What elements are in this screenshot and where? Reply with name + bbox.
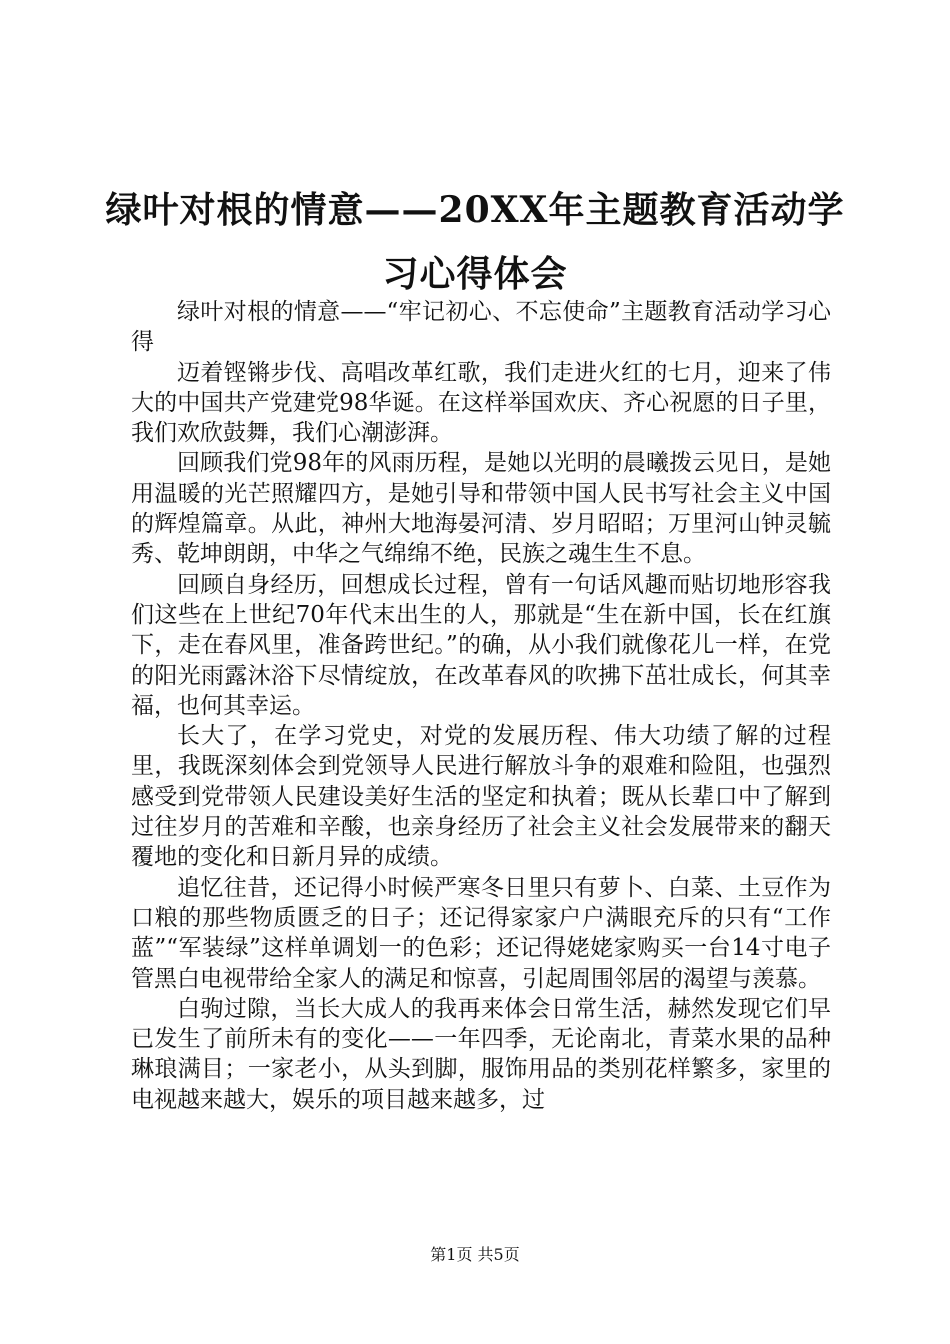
title-line-2: 习心得体会 bbox=[382, 253, 568, 295]
page-footer: 第1页 共5页 bbox=[430, 1245, 520, 1264]
paragraph: 回顾我们党98年的风雨历程，是她以光明的晨曦拨云见日，是她用温暖的光芒照耀四方，是她引导和带领中国人民书写社会主义中国的辉煌篇章。从此，神州大地海晏河清、岁月昭昭；万里河山钟灵毓秀、乾坤朗朗，中华之气绵绵不绝，民族之魂生生不息。 bbox=[131, 450, 831, 568]
paragraph: 回顾自身经历，回想成长过程，曾有一句话风趣而贴切地形容我们这些在上世纪70年代末出生的人，那就是“生在新中国，长在红旗下，走在春风里，准备跨世纪。”的确，从小我们就像花儿一样，在党的阳光雨露沐浴下尽情绽放，在改革春风的吹拂下茁壮成长，何其幸福，也何其幸运。 bbox=[131, 571, 831, 719]
document-title bbox=[100, 178, 850, 306]
paragraph: 长大了，在学习党史，对党的发展历程、伟大功绩了解的过程里，我既深刻体会到党领导人民进行解放斗争的艰难和险阻，也强烈感受到党带领人民建设美好生活的坚定和执着；既从长辈口中了解到过往岁月的苦难和辛酸，也亲身经历了社会主义社会发展带来的翻天覆地的变化和日新月异的成绩。 bbox=[131, 723, 831, 871]
title-line-1: 绿叶对根的情意——20XX年主题教育活动学 bbox=[105, 189, 845, 231]
paragraph: 迈着铿锵步伐、高唱改革红歌，我们走进火红的七月，迎来了伟大的中国共产党建党98华诞。在这样举国欢庆、齐心祝愿的日子里，我们欢欣鼓舞，我们心潮澎湃。 bbox=[131, 359, 831, 447]
paragraph: 绿叶对根的情意——“牢记初心、不忘使命”主题教育活动学习心得 bbox=[131, 299, 831, 356]
paragraph: 追忆往昔，还记得小时候严寒冬日里只有萝卜、白菜、土豆作为口粮的那些物质匮乏的日子；还记得家家户户满眼充斥的只有“工作蓝”“军装绿”这样单调划一的色彩；还记得姥姥家购买一台14寸电子管黑白电视带给全家人的满足和惊喜，引起周围邻居的渴望与羡慕。 bbox=[131, 874, 831, 992]
paragraph: 白驹过隙，当长大成人的我再来体会日常生活，赫然发现它们早已发生了前所未有的变化——一年四季，无论南北，青菜水果的品种琳琅满目；一家老小，从头到脚，服饰用品的类别花样繁多，家里的电视越来越大，娱乐的项目越来越多，过 bbox=[131, 995, 831, 1113]
document-body bbox=[131, 297, 831, 1115]
